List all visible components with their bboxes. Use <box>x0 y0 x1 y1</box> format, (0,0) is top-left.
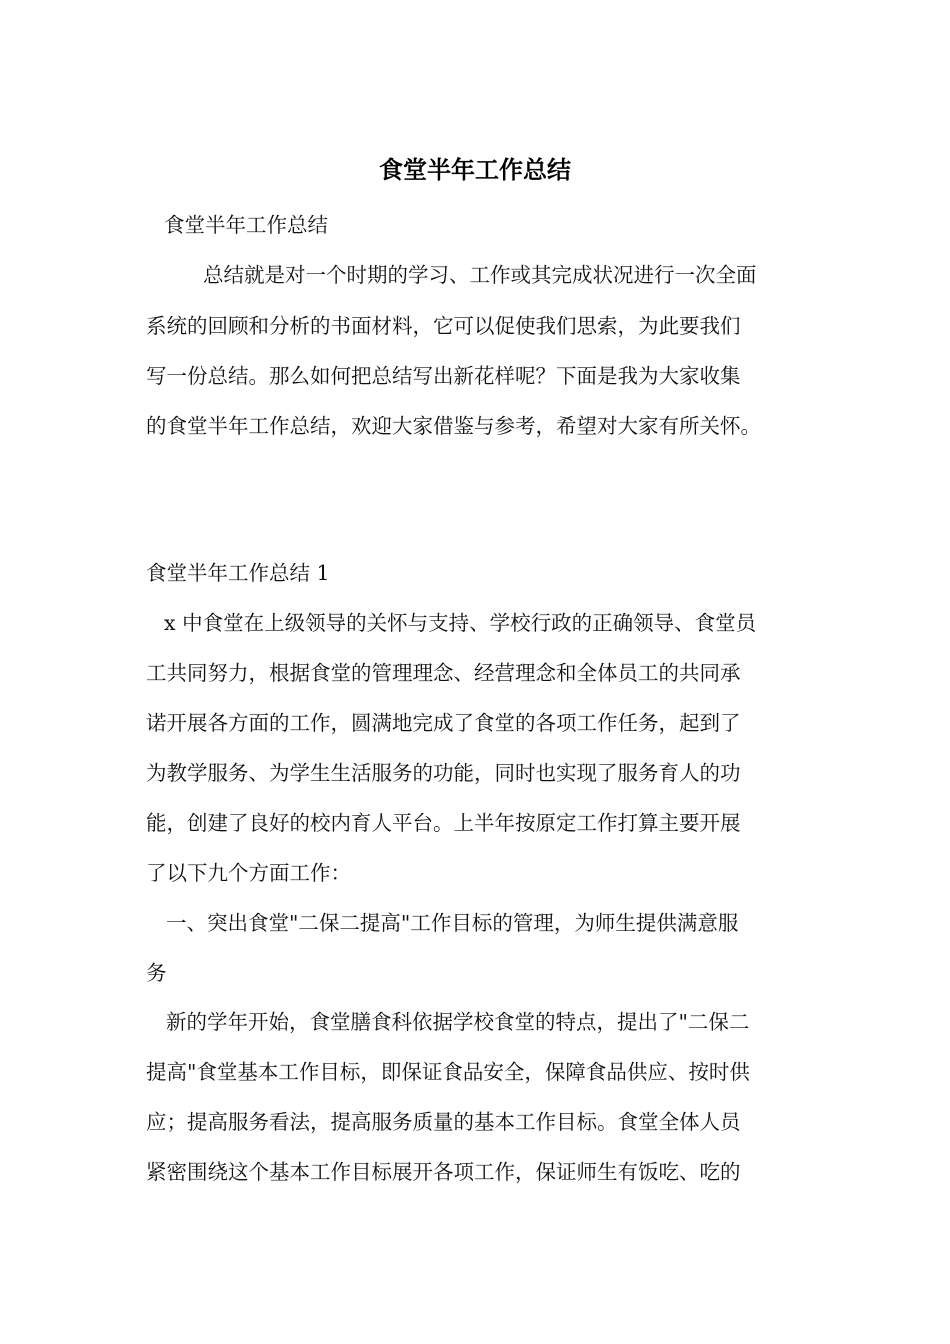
point-body-line: 新的学年开始，食堂膳食科依据学校食堂的特点，提出了"二保二 <box>166 1010 750 1034</box>
section-line: 诺开展各方面的工作，圆满地完成了食堂的各项工作任务，起到了 <box>146 711 741 735</box>
section-line: 工共同努力，根据食堂的管理理念、经营理念和全体员工的共同承 <box>146 661 741 685</box>
section-line: 了以下九个方面工作： <box>146 861 351 885</box>
point-heading-line: 一、突出食堂"二保二提高"工作目标的管理，为师生提供满意服 <box>166 911 739 935</box>
point-body-line: 提高"食堂基本工作目标，即保证食品安全，保障食品供应、按时供 <box>146 1060 750 1084</box>
section-heading: 食堂半年工作总结 1 <box>146 561 330 585</box>
intro-line: 总结就是对一个时期的学习、工作或其完成状况进行一次全面 <box>203 263 757 287</box>
section-line: 能，创建了良好的校内育人平台。上半年按原定工作打算主要开展 <box>146 811 741 835</box>
point-heading-line: 务 <box>146 961 167 985</box>
intro-line: 写一份总结。那么如何把总结写出新花样呢？下面是我为大家收集 <box>146 364 741 388</box>
section-line: 为教学服务、为学生生活服务的功能，同时也实现了服务育人的功 <box>146 761 741 785</box>
point-body-line: 紧密围绕这个基本工作目标展开各项工作，保证师生有饭吃、吃的 <box>146 1160 741 1184</box>
document-title: 食堂半年工作总结 <box>379 156 571 184</box>
intro-line: 系统的回顾和分析的书面材料，它可以促使我们思索，为此要我们 <box>146 314 741 338</box>
section-line: x 中食堂在上级领导的关怀与支持、学校行政的正确领导、食堂员 <box>164 611 757 635</box>
point-body-line: 应；提高服务看法，提高服务质量的基本工作目标。食堂全体人员 <box>146 1110 741 1134</box>
intro-line: 的食堂半年工作总结，欢迎大家借鉴与参考，希望对大家有所关怀。 <box>146 414 761 438</box>
document-subtitle: 食堂半年工作总结 <box>164 213 328 237</box>
